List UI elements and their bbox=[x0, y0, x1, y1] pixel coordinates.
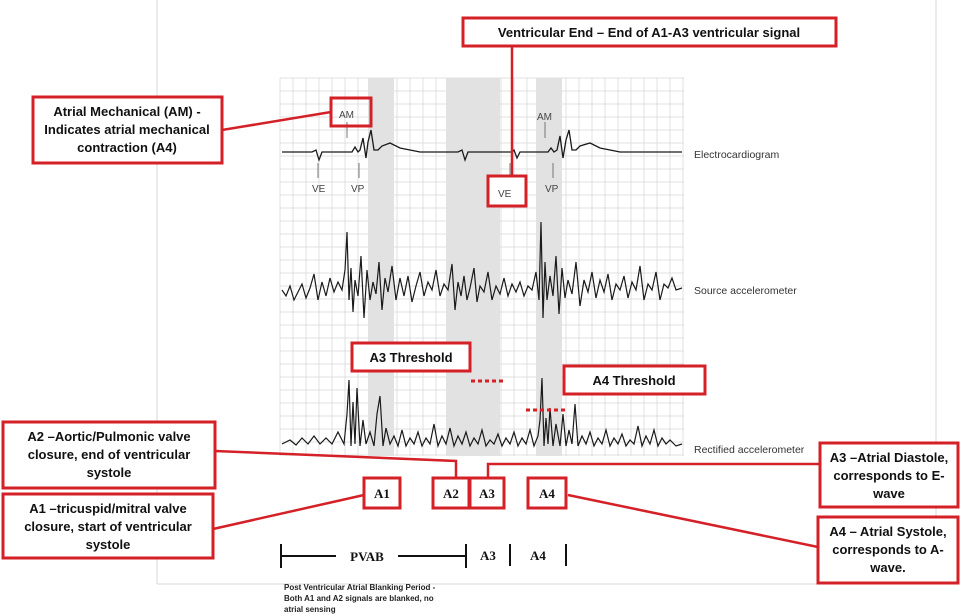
vp-marker-label: VP bbox=[351, 184, 365, 195]
timeline-a4-label: A4 bbox=[530, 548, 546, 563]
a4-description-line-2: corresponds to A- bbox=[832, 542, 944, 557]
a4-description-line-3: wave. bbox=[870, 560, 906, 575]
a3-description-line-2: corresponds to E- bbox=[833, 468, 945, 483]
a1-description-line-3: systole bbox=[85, 537, 131, 552]
channel-label-rectified: Rectified accelerometer bbox=[694, 444, 805, 456]
footnote-line-2: Both A1 and A2 signals are blanked, no bbox=[284, 594, 434, 603]
channel-label-ecg: Electrocardiogram bbox=[694, 149, 780, 161]
a3-description-line-1: A3 –Atrial Diastole, bbox=[829, 450, 949, 465]
connector-a3 bbox=[488, 464, 820, 478]
pvab-label: PVAB bbox=[350, 549, 384, 564]
a2-description-line-3: systole bbox=[86, 465, 132, 480]
segment-a3-label: A3 bbox=[479, 486, 495, 501]
segment-a1-label: A1 bbox=[374, 486, 390, 501]
connector-a4 bbox=[568, 495, 818, 547]
footnote-line-3: atrial sensing bbox=[284, 605, 336, 614]
am-marker-label: AM bbox=[339, 110, 354, 121]
a2-description-line-1: A2 –Aortic/Pulmonic valve bbox=[27, 429, 191, 444]
segment-a4-label: A4 bbox=[539, 486, 555, 501]
atrial-mechanical-line-2: Indicates atrial mechanical bbox=[44, 122, 210, 137]
a3-threshold-text: A3 Threshold bbox=[369, 350, 453, 365]
a3-description-line-3: wave bbox=[873, 486, 905, 501]
a1-description-line-2: closure, start of ventricular bbox=[24, 519, 192, 534]
atrial-mechanical-line-3: contraction (A4) bbox=[77, 140, 177, 155]
pvab-timeline bbox=[281, 544, 566, 568]
a4-threshold-text: A4 Threshold bbox=[592, 373, 676, 388]
am-marker-label-2: AM bbox=[537, 112, 552, 123]
connector-a1 bbox=[213, 495, 364, 529]
connector-atrial-mechanical bbox=[222, 112, 331, 130]
vp-marker-label-2: VP bbox=[545, 184, 559, 195]
a4-description-line-1: A4 – Atrial Systole, bbox=[829, 524, 947, 539]
ventricular-end-text: Ventricular End – End of A1-A3 ventricular signal bbox=[497, 25, 801, 40]
channel-label-source: Source accelerometer bbox=[694, 285, 797, 297]
a2-description-line-2: closure, end of ventricular bbox=[27, 447, 191, 462]
footnote-line-1: Post Ventricular Atrial Blanking Period - bbox=[284, 583, 436, 592]
segment-a2-label: A2 bbox=[443, 486, 459, 501]
timeline-a3-label: A3 bbox=[480, 548, 496, 563]
band-a2 bbox=[446, 78, 470, 456]
ve-marker-label-2: VE bbox=[498, 189, 512, 200]
band-a3 bbox=[470, 78, 500, 456]
a1-description-line-1: A1 –tricuspid/mitral valve bbox=[29, 501, 187, 516]
atrial-mechanical-line-1: Atrial Mechanical (AM) - bbox=[53, 104, 201, 119]
ve-marker-label: VE bbox=[312, 184, 326, 195]
